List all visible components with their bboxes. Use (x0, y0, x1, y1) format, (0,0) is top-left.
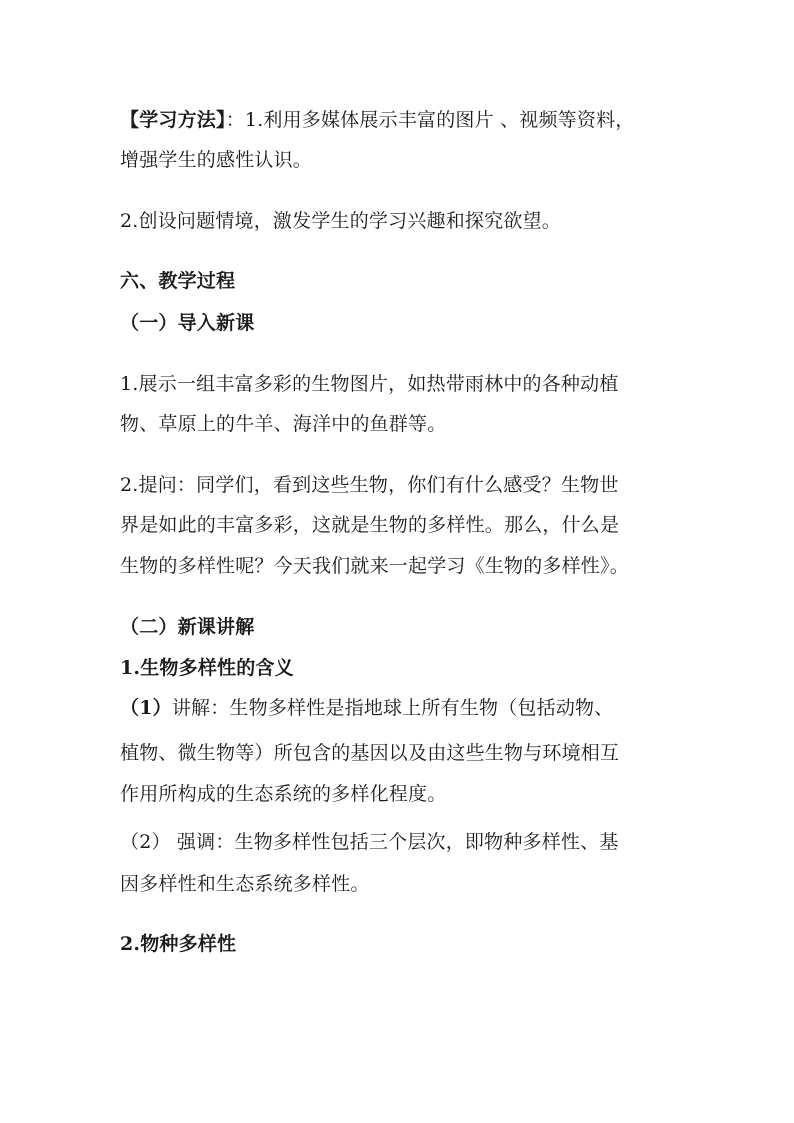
learning-method-line-1 (120, 107, 634, 133)
subsection-2-heading: 2.物种多样性 (120, 933, 237, 955)
lecture-line-2: 植物、微生物等）所包含的基因以及由这些生物与环境相互 (120, 742, 620, 764)
lecture-line-3: 作用所构成的生态系统的多样化程度。 (120, 783, 447, 805)
subsection-1-heading: 1.生物多样性的含义 (120, 657, 294, 679)
intro-paragraph-1-line-2: 物、草原上的牛羊、海洋中的鱼群等。 (120, 413, 447, 435)
part-2-heading: （二）新课讲解 (120, 616, 255, 638)
intro-paragraph-2-line-1: 2.提问：同学们，看到这些生物，你们有什么感受？生物世 (120, 474, 619, 496)
learning-method-item-2: 2.创设问题情境，激发学生的学习兴趣和探究欲望。 (120, 210, 561, 232)
lecture-line-1 (120, 695, 613, 721)
intro-paragraph-2-line-3: 生物的多样性呢？今天我们就来一起学习《生物的多样性》。 (120, 555, 629, 577)
learning-method-label: 【学习方法】 (120, 109, 226, 131)
learning-method-line-2: 增强学生的感性认识。 (120, 149, 313, 171)
lecture-text: 讲解：生物多样性是指地球上所有生物（包括动物、 (171, 697, 614, 719)
emphasis-line-2: 因多样性和生态系统多样性。 (120, 873, 370, 895)
section-6-heading: 六、教学过程 (120, 270, 236, 292)
emphasis-line-1: （2） 强调：生物多样性包括三个层次，即物种多样性、基 (120, 831, 619, 853)
learning-method-item-1: ：1.利用多媒体展示丰富的图片 、视频等资料， (225, 109, 635, 131)
intro-paragraph-2-line-2: 界是如此的丰富多彩，这就是生物的多样性。那么，什么是 (120, 514, 620, 536)
part-1-heading: （一）导入新课 (120, 312, 255, 334)
lecture-label: （1） (120, 697, 172, 719)
intro-paragraph-1-line-1: 1.展示一组丰富多彩的生物图片，如热带雨林中的各种动植 (120, 373, 619, 395)
